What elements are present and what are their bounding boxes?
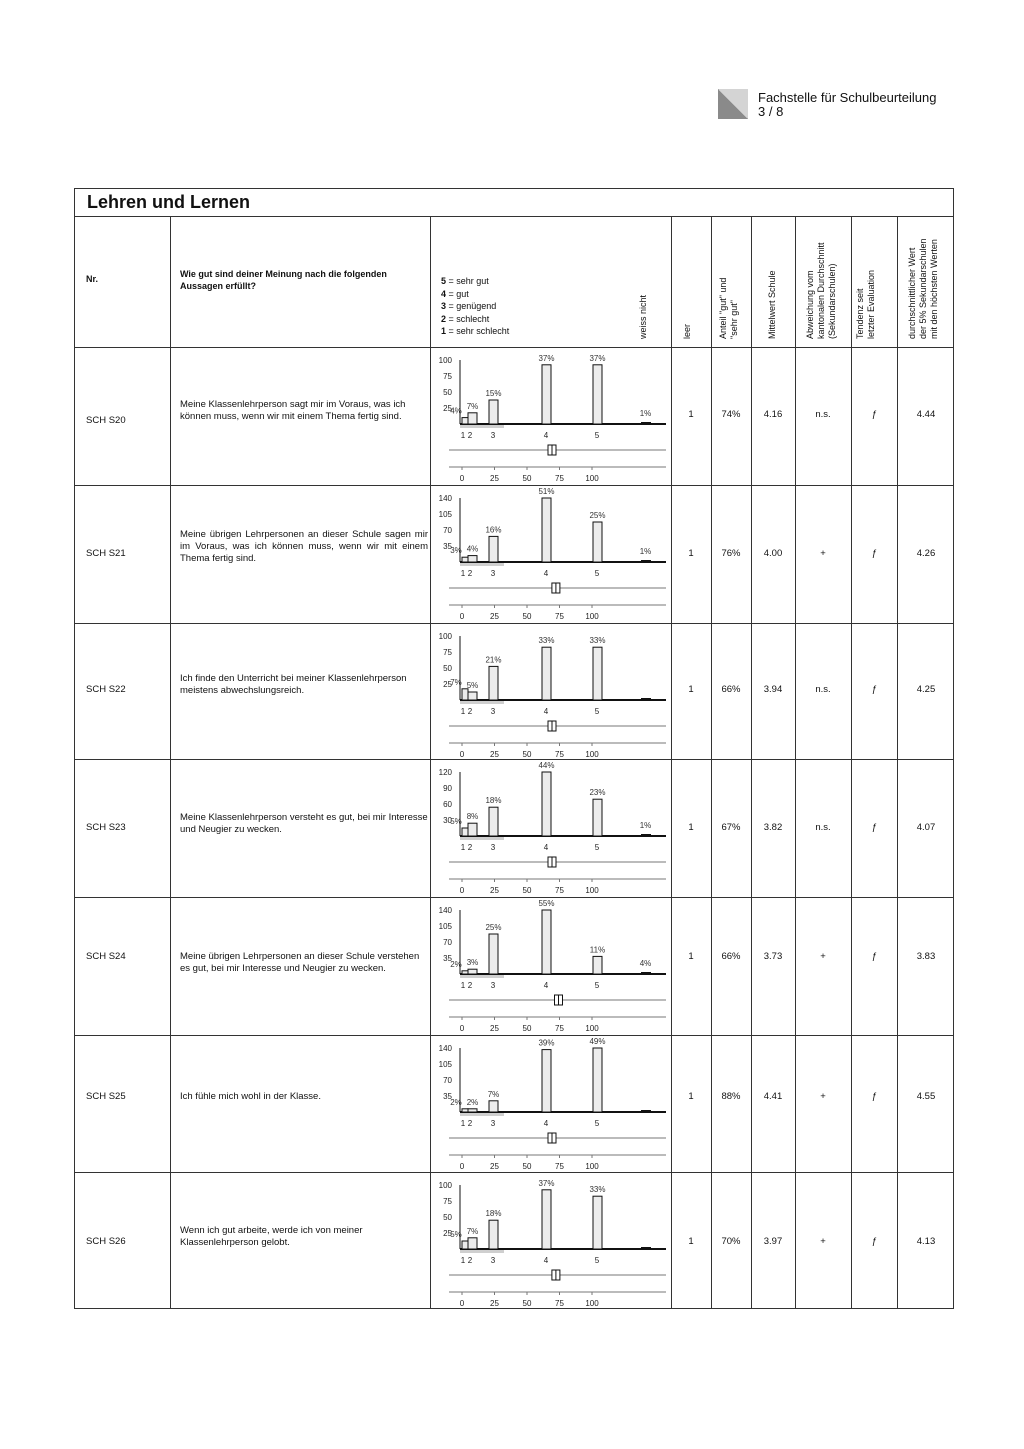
distribution-chart xyxy=(430,897,671,1035)
y-tick-label: 120 xyxy=(438,768,452,777)
row-leer: 1 xyxy=(688,1091,694,1102)
logo-icon xyxy=(718,89,748,119)
bar-4 xyxy=(542,1190,551,1249)
bar-5 xyxy=(593,1196,602,1249)
scale-tick-label: 25 xyxy=(490,1024,499,1033)
row-abweichung: + xyxy=(820,548,826,559)
y-tick-label: 100 xyxy=(438,632,452,641)
row-top5: 4.13 xyxy=(916,1236,936,1247)
column-header-tendenz: Tendenz seit letzter Evaluation xyxy=(855,269,876,339)
category-label: 4 xyxy=(543,707,549,716)
bar-1 xyxy=(462,689,468,700)
category-label: 1 xyxy=(460,707,466,716)
column-header-anteil: Anteil "gut" und "sehr gut" xyxy=(718,277,739,339)
row-top5: 4.26 xyxy=(916,548,936,559)
row-id: SCH S21 xyxy=(86,548,126,559)
distribution-chart xyxy=(430,623,671,761)
y-tick-label: 25 xyxy=(443,680,452,689)
row-top5: 4.25 xyxy=(916,684,936,695)
scale-legend-item: 3 = genügend xyxy=(441,301,497,311)
bar-4 xyxy=(542,772,551,836)
y-tick-label: 70 xyxy=(443,938,452,947)
scale-tick-label: 50 xyxy=(522,1299,532,1308)
bar-value-label: 33% xyxy=(538,636,555,646)
row-abweichung: n.s. xyxy=(815,822,831,833)
reference-bar xyxy=(460,837,504,840)
bar-5 xyxy=(593,365,602,424)
category-label: 5 xyxy=(594,843,600,852)
distribution-chart xyxy=(430,1035,671,1173)
bar-value-label: 7% xyxy=(466,401,479,411)
bar-value-label: 7% xyxy=(487,1089,500,1099)
row-anteil: 67% xyxy=(721,822,741,833)
bar-weiss-nicht xyxy=(641,560,651,562)
scale-tick-label: 75 xyxy=(555,612,564,621)
bar-4 xyxy=(542,498,551,562)
row-question: Meine übrigen Lehrpersonen an dieser Schule sagen mir im Voraus, was ich können muss, wenn wir mit einem Thema fertig sind. xyxy=(180,529,428,564)
row-leer: 1 xyxy=(688,822,694,833)
row-question: Ich finde den Unterricht bei meiner Klassenlehrperson meistens abwechslungsreich. xyxy=(180,673,407,696)
row-question: Wenn ich gut arbeite, werde ich von meiner Klassenlehrperson gelobt. xyxy=(180,1225,363,1248)
y-tick-label: 90 xyxy=(443,784,452,793)
row-anteil: 76% xyxy=(721,548,741,559)
scale-tick-label: 50 xyxy=(522,474,532,483)
category-label: 3 xyxy=(490,981,496,990)
row-id: SCH S24 xyxy=(86,951,126,962)
bar-3 xyxy=(489,666,498,700)
y-tick-label: 75 xyxy=(443,372,452,381)
row-anteil: 74% xyxy=(721,409,741,420)
bar-5 xyxy=(593,522,602,562)
row-id: SCH S26 xyxy=(86,1236,126,1247)
category-label: 5 xyxy=(594,569,600,578)
row-anteil: 70% xyxy=(721,1236,741,1247)
row-id: SCH S22 xyxy=(86,684,126,695)
row-mittelwert: 4.00 xyxy=(763,548,783,559)
bar-value-label: 16% xyxy=(485,525,502,535)
category-label: 2 xyxy=(467,707,473,716)
y-tick-label: 70 xyxy=(443,526,452,535)
scale-tick-label: 75 xyxy=(555,886,564,895)
category-label: 3 xyxy=(490,1119,496,1128)
bar-1 xyxy=(462,557,468,562)
bar-value-label: 1% xyxy=(639,409,652,418)
category-label: 3 xyxy=(490,1256,496,1265)
bar-value-label: 51% xyxy=(538,487,555,496)
reference-bar xyxy=(460,975,504,978)
column-header-abweichung: Abweichung vom kantonalen Durchschnitt (Sekundarschulen) xyxy=(805,242,837,339)
row-tendenz: ƒ xyxy=(871,951,877,962)
bar-value-label: 4% xyxy=(450,406,462,416)
scale-tick-label: 50 xyxy=(522,750,532,759)
bar-value-label: 15% xyxy=(485,389,502,398)
y-tick-label: 75 xyxy=(443,1197,452,1206)
scale-tick-label: 75 xyxy=(555,1162,564,1171)
bar-value-label: 25% xyxy=(485,923,502,932)
scale-tick-label: 0 xyxy=(459,1299,465,1308)
bar-1 xyxy=(462,1109,468,1112)
row-anteil: 66% xyxy=(721,951,741,962)
bar-2 xyxy=(468,823,477,836)
bar-4 xyxy=(542,365,551,424)
scale-tick-label: 0 xyxy=(459,1162,465,1171)
row-leer: 1 xyxy=(688,684,694,695)
category-label: 1 xyxy=(460,1119,466,1128)
y-tick-label: 30 xyxy=(443,816,452,825)
reference-bar xyxy=(460,701,504,704)
scale-tick-label: 0 xyxy=(459,750,465,759)
bar-weiss-nicht xyxy=(641,834,651,836)
category-label: 1 xyxy=(460,981,466,990)
scale-legend-item: 5 = sehr gut xyxy=(441,276,489,286)
category-label: 3 xyxy=(490,707,496,716)
category-label: 5 xyxy=(594,707,600,716)
y-tick-label: 140 xyxy=(438,1044,452,1053)
scale-tick-label: 0 xyxy=(459,886,465,895)
distribution-chart xyxy=(430,485,671,623)
y-tick-label: 35 xyxy=(443,1092,452,1101)
category-label: 3 xyxy=(490,569,496,578)
y-tick-label: 35 xyxy=(443,954,452,963)
bar-value-label: 18% xyxy=(485,796,502,806)
row-abweichung: + xyxy=(820,1236,826,1247)
bar-value-label: 37% xyxy=(538,353,555,363)
category-label: 5 xyxy=(594,981,600,990)
scale-tick-label: 50 xyxy=(522,612,532,621)
column-header-leer: leer xyxy=(682,323,692,339)
scale-tick-label: 75 xyxy=(555,474,564,483)
bar-value-label: 33% xyxy=(589,636,606,646)
row-id: SCH S20 xyxy=(86,415,126,426)
bar-value-label: 4% xyxy=(466,544,479,554)
row-mittelwert: 4.16 xyxy=(763,409,783,420)
scale-tick-label: 100 xyxy=(585,1299,599,1308)
y-tick-label: 105 xyxy=(438,1060,452,1069)
bar-value-label: 2% xyxy=(466,1097,479,1107)
bar-value-label: 18% xyxy=(485,1209,502,1219)
scale-tick-label: 0 xyxy=(459,474,465,483)
y-tick-label: 70 xyxy=(443,1076,452,1085)
scale-tick-label: 25 xyxy=(490,886,499,895)
bar-2 xyxy=(468,1109,477,1112)
bar-value-label: 44% xyxy=(538,761,555,770)
reference-bar xyxy=(460,425,504,428)
y-tick-label: 50 xyxy=(443,664,452,673)
bar-4 xyxy=(542,647,551,700)
scale-legend xyxy=(441,275,509,338)
scale-tick-label: 25 xyxy=(490,750,499,759)
bar-value-label: 2% xyxy=(450,959,462,969)
bar-1 xyxy=(462,1241,468,1249)
bar-value-label: 55% xyxy=(538,899,555,908)
category-label: 5 xyxy=(594,1256,600,1265)
bar-5 xyxy=(593,647,602,700)
bar-value-label: 7% xyxy=(450,677,462,687)
row-question: Meine übrigen Lehrpersonen an dieser Schule verstehen es gut, bei mir Interesse und Neugier zu wecken. xyxy=(180,951,420,974)
bar-value-label: 23% xyxy=(589,788,606,798)
row-question: Meine Klassenlehrperson sagt mir im Voraus, was ich können muss, wenn wir mit einem Thema fertig sind. xyxy=(180,399,406,422)
scale-tick-label: 100 xyxy=(585,474,599,483)
y-tick-label: 140 xyxy=(438,906,452,915)
scale-tick-label: 0 xyxy=(459,1024,465,1033)
scale-tick-label: 75 xyxy=(555,1299,564,1308)
reference-bar xyxy=(460,1250,504,1253)
category-label: 2 xyxy=(467,1119,473,1128)
reference-bar xyxy=(460,1113,504,1116)
bar-value-label: 1% xyxy=(639,547,652,556)
column-header-weiss-nicht: weiss nicht xyxy=(638,294,648,339)
y-tick-label: 100 xyxy=(438,1181,452,1190)
y-tick-label: 25 xyxy=(443,1229,452,1238)
row-top5: 4.07 xyxy=(916,822,936,833)
row-tendenz: ƒ xyxy=(871,1236,877,1247)
bar-weiss-nicht xyxy=(641,698,651,700)
scale-tick-label: 100 xyxy=(585,612,599,621)
y-tick-label: 140 xyxy=(438,494,452,503)
bar-value-label: 49% xyxy=(589,1037,606,1046)
bar-weiss-nicht xyxy=(641,422,651,424)
row-abweichung: + xyxy=(820,951,826,962)
scale-tick-label: 50 xyxy=(522,886,532,895)
bar-2 xyxy=(468,969,477,974)
category-label: 1 xyxy=(460,431,466,440)
scale-tick-label: 75 xyxy=(555,1024,564,1033)
bar-3 xyxy=(489,1220,498,1249)
row-abweichung: + xyxy=(820,1091,826,1102)
category-label: 3 xyxy=(490,843,496,852)
bar-value-label: 3% xyxy=(466,958,479,968)
row-tendenz: ƒ xyxy=(871,409,877,420)
bar-value-label: 21% xyxy=(485,655,502,665)
bar-value-label: 8% xyxy=(466,812,479,822)
category-label: 4 xyxy=(543,981,549,990)
row-tendenz: ƒ xyxy=(871,822,877,833)
scale-tick-label: 0 xyxy=(459,612,465,621)
scale-legend-item: 2 = schlecht xyxy=(441,313,490,324)
y-tick-label: 25 xyxy=(443,404,452,413)
row-question: Meine Klassenlehrperson versteht es gut, bei mir Interesse und Neugier zu wecken. xyxy=(180,812,428,835)
category-label: 2 xyxy=(467,981,473,990)
column-header-durchschnitt: durchschnittlicher Wert der 5% Sekundarschulen mit den höchsten Werten xyxy=(907,238,939,339)
category-label: 2 xyxy=(467,843,473,852)
row-top5: 4.55 xyxy=(916,1091,936,1102)
scale-tick-label: 50 xyxy=(522,1162,532,1171)
row-abweichung: n.s. xyxy=(815,684,831,695)
bar-value-label: 25% xyxy=(589,511,606,520)
category-label: 2 xyxy=(467,569,473,578)
distribution-chart xyxy=(430,759,671,897)
y-tick-label: 50 xyxy=(443,388,452,397)
category-label: 5 xyxy=(594,431,600,440)
category-label: 2 xyxy=(467,431,473,440)
bar-1 xyxy=(462,828,468,836)
row-leer: 1 xyxy=(688,409,694,420)
bar-3 xyxy=(489,536,498,562)
row-question: Ich fühle mich wohl in der Klasse. xyxy=(180,1091,321,1102)
bar-2 xyxy=(468,556,477,562)
bar-weiss-nicht xyxy=(641,972,651,974)
row-mittelwert: 3.82 xyxy=(763,822,783,833)
bar-3 xyxy=(489,1101,498,1112)
row-anteil: 88% xyxy=(721,1091,741,1102)
bar-value-label: 2% xyxy=(450,1097,462,1107)
category-label: 4 xyxy=(543,1256,549,1265)
category-label: 4 xyxy=(543,569,549,578)
distribution-chart xyxy=(430,1172,671,1310)
category-label: 1 xyxy=(460,1256,466,1265)
bar-4 xyxy=(542,1050,551,1112)
scale-tick-label: 50 xyxy=(522,1024,532,1033)
category-label: 4 xyxy=(543,843,549,852)
row-mittelwert: 3.94 xyxy=(763,684,783,695)
scale-tick-label: 100 xyxy=(585,886,599,895)
category-label: 5 xyxy=(594,1119,600,1128)
category-label: 4 xyxy=(543,1119,549,1128)
bar-5 xyxy=(593,956,602,974)
row-tendenz: ƒ xyxy=(871,684,877,695)
scale-tick-label: 25 xyxy=(490,1162,499,1171)
bar-value-label: 37% xyxy=(589,353,606,363)
bar-3 xyxy=(489,807,498,836)
y-tick-label: 105 xyxy=(438,510,452,519)
row-id: SCH S23 xyxy=(86,822,126,833)
bar-3 xyxy=(489,934,498,974)
bar-5 xyxy=(593,1048,602,1112)
category-label: 2 xyxy=(467,1256,473,1265)
scale-tick-label: 100 xyxy=(585,750,599,759)
bar-value-label: 1% xyxy=(639,821,652,830)
row-tendenz: ƒ xyxy=(871,1091,877,1102)
scale-tick-label: 75 xyxy=(555,750,564,759)
category-label: 1 xyxy=(460,843,466,852)
org-name: Fachstelle für Schulbeurteilung xyxy=(758,90,937,105)
bar-weiss-nicht xyxy=(641,1247,651,1249)
row-abweichung: n.s. xyxy=(815,409,831,420)
y-tick-label: 60 xyxy=(443,800,452,809)
scale-tick-label: 25 xyxy=(490,474,499,483)
row-leer: 1 xyxy=(688,1236,694,1247)
section-title: Lehren und Lernen xyxy=(87,192,251,212)
y-tick-label: 35 xyxy=(443,542,452,551)
bar-2 xyxy=(468,1238,477,1249)
bar-value-label: 5% xyxy=(466,681,479,690)
row-leer: 1 xyxy=(688,951,694,962)
results-table xyxy=(74,188,954,1309)
bar-4 xyxy=(542,910,551,974)
y-tick-label: 100 xyxy=(438,356,452,365)
category-label: 3 xyxy=(490,431,496,440)
bar-value-label: 4% xyxy=(639,959,652,968)
bar-3 xyxy=(489,400,498,424)
reference-bar xyxy=(460,563,504,566)
bar-2 xyxy=(468,692,477,700)
scale-tick-label: 25 xyxy=(490,1299,499,1308)
bar-value-label: 7% xyxy=(466,1226,479,1236)
column-header-nr: Nr. xyxy=(86,274,99,284)
bar-value-label: 39% xyxy=(538,1038,555,1048)
bar-value-label: 5% xyxy=(450,1230,462,1239)
bar-value-label: 37% xyxy=(538,1178,555,1188)
row-leer: 1 xyxy=(688,548,694,559)
row-tendenz: ƒ xyxy=(871,548,877,559)
row-mittelwert: 4.41 xyxy=(763,1091,783,1102)
row-anteil: 66% xyxy=(721,684,741,695)
row-top5: 3.83 xyxy=(916,951,936,962)
row-mittelwert: 3.73 xyxy=(763,951,783,962)
row-top5: 4.44 xyxy=(916,409,936,420)
scale-tick-label: 100 xyxy=(585,1024,599,1033)
scale-legend-item: 4 = gut xyxy=(441,288,469,299)
page-number: 3 / 8 xyxy=(758,104,784,119)
bar-2 xyxy=(468,413,477,424)
y-tick-label: 75 xyxy=(443,648,452,657)
bar-value-label: 5% xyxy=(450,817,462,826)
bar-value-label: 33% xyxy=(589,1185,606,1195)
column-header-mittelwert: Mittelwert Schule xyxy=(767,270,777,339)
bar-value-label: 3% xyxy=(450,546,462,556)
row-id: SCH S25 xyxy=(86,1091,126,1102)
y-tick-label: 105 xyxy=(438,922,452,931)
scale-legend-item: 1 = sehr schlecht xyxy=(441,326,510,336)
scale-tick-label: 100 xyxy=(585,1162,599,1171)
category-label: 1 xyxy=(460,569,466,578)
category-label: 4 xyxy=(543,431,549,440)
bar-5 xyxy=(593,799,602,836)
bar-value-label: 11% xyxy=(589,945,606,955)
scale-tick-label: 25 xyxy=(490,612,499,621)
bar-1 xyxy=(462,418,468,424)
column-header-question: Wie gut sind deiner Meinung nach die folgenden Aussagen erfüllt? xyxy=(180,269,387,291)
y-tick-label: 50 xyxy=(443,1213,452,1222)
bar-1 xyxy=(462,971,468,974)
bar-weiss-nicht xyxy=(641,1110,651,1112)
distribution-chart xyxy=(430,347,671,485)
row-mittelwert: 3.97 xyxy=(763,1236,783,1247)
